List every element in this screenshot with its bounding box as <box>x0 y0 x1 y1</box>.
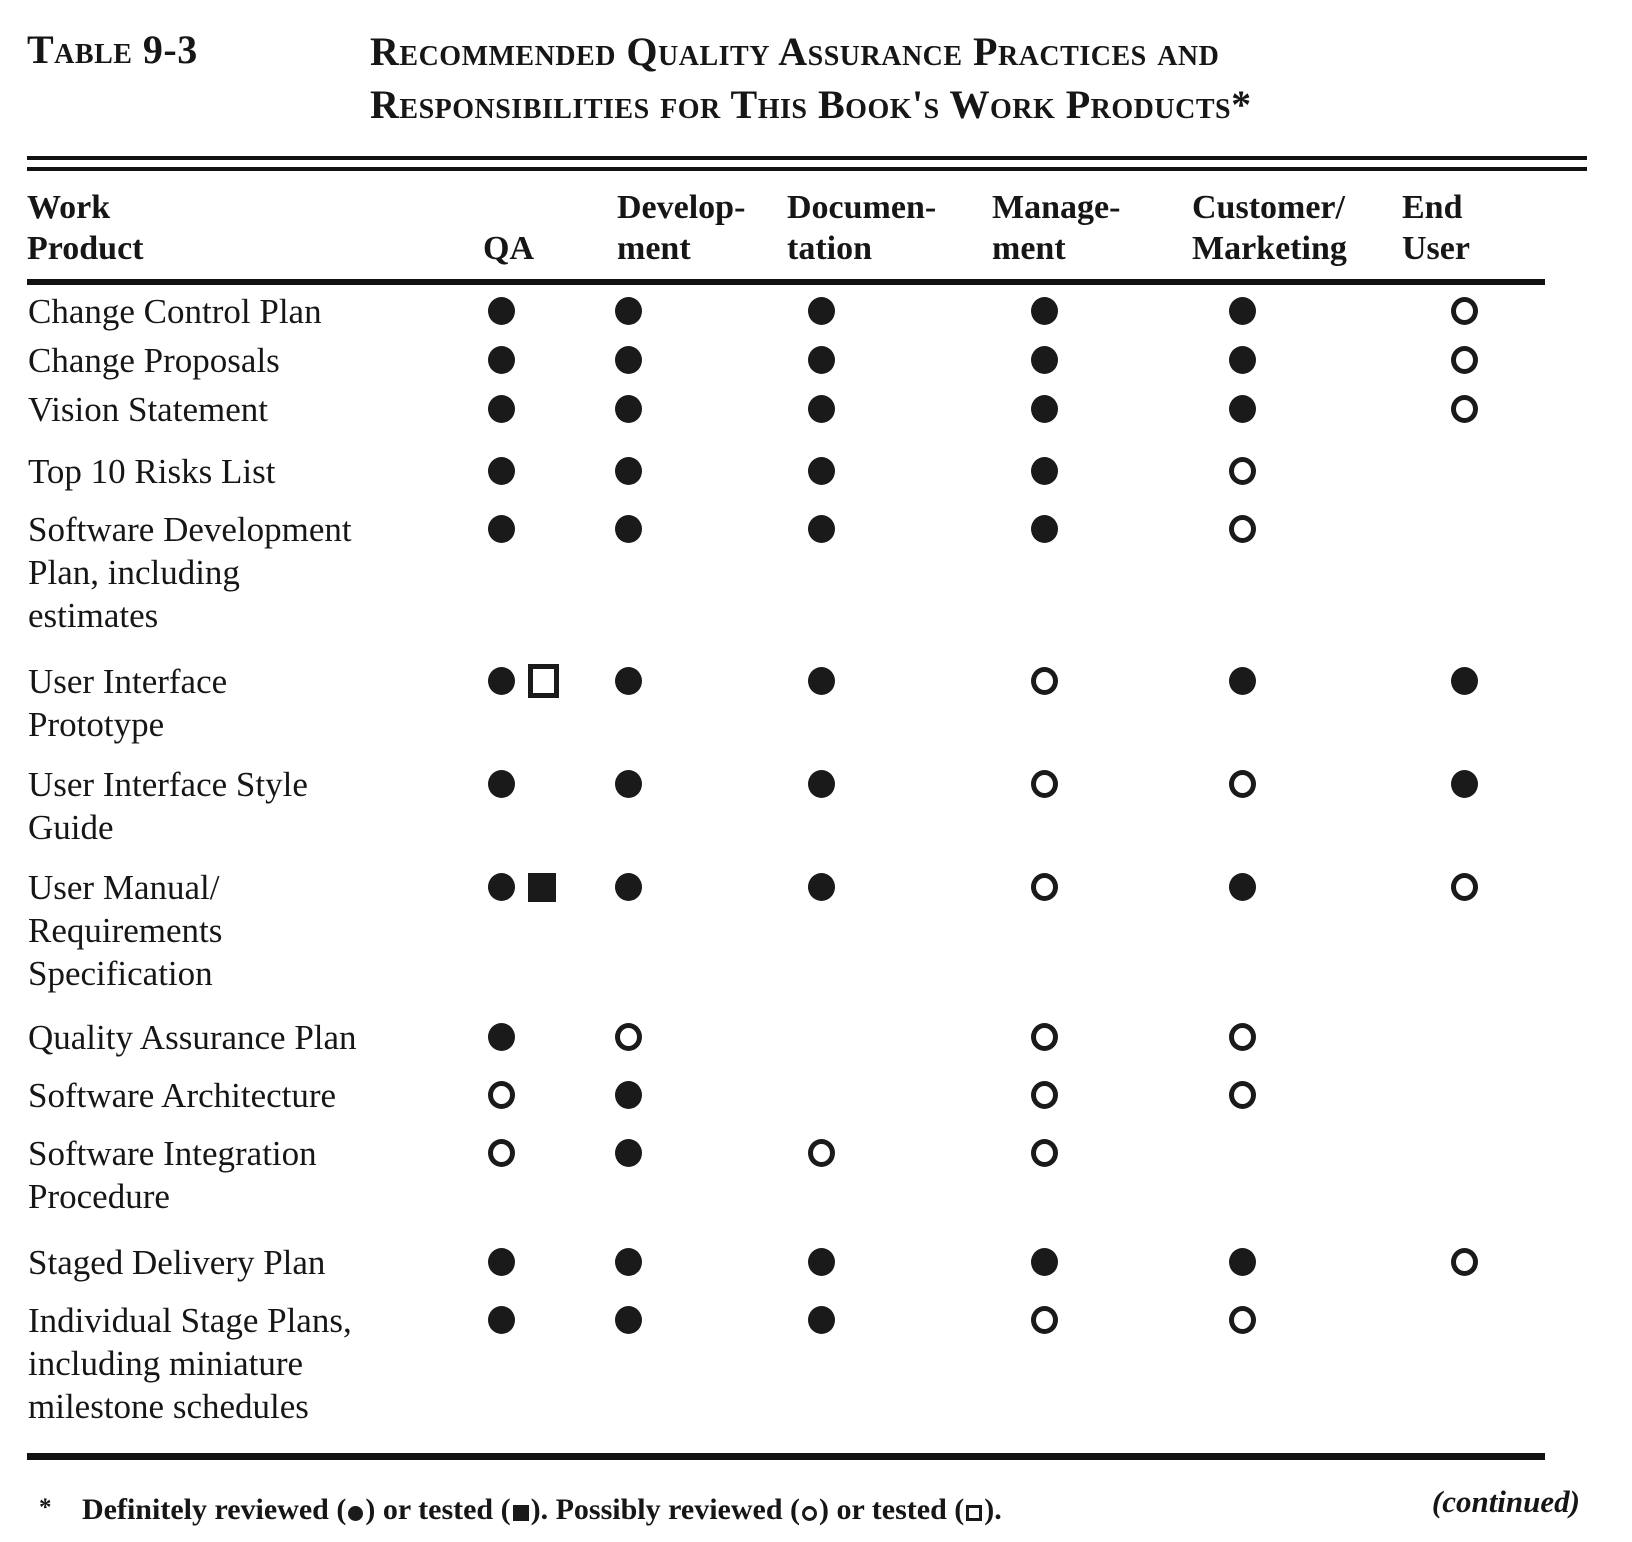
filled-circle-marker-icon <box>488 667 515 695</box>
cell-management <box>992 1060 1192 1118</box>
filled-circle-marker-icon <box>1031 297 1058 325</box>
open-circle-marker-icon <box>1031 1139 1058 1167</box>
open-circle-marker-icon <box>1229 1081 1256 1109</box>
column-header-work-product: Work Product <box>27 188 144 267</box>
cell-development <box>602 996 787 1060</box>
table-row <box>27 1118 1545 1219</box>
cell-qa <box>457 638 602 747</box>
cell-qa <box>457 494 602 638</box>
continued-note: (continued) <box>1431 1484 1580 1519</box>
cell-documentation <box>787 1118 992 1219</box>
cell-development <box>602 1285 787 1429</box>
cell-qa <box>457 1219 602 1285</box>
cell-documentation <box>787 1285 992 1429</box>
cell-management <box>992 494 1192 638</box>
cell-documentation <box>787 850 992 996</box>
filled-circle-marker-icon <box>488 1306 515 1334</box>
table-row <box>27 334 1545 383</box>
cell-end-user <box>1402 638 1545 747</box>
filled-circle-marker-icon <box>808 457 835 485</box>
work-product-label: Staged Delivery Plan <box>28 1242 326 1282</box>
open-circle-marker-icon <box>808 1139 835 1167</box>
filled-circle-marker-icon <box>615 1306 642 1334</box>
filled-circle-marker-icon <box>1031 457 1058 485</box>
work-product-label: Quality Assurance Plan <box>28 1017 357 1057</box>
filled-circle-marker-icon <box>615 395 642 423</box>
table-bottom-rule <box>27 1453 1545 1460</box>
filled-circle-marker-icon <box>615 1248 642 1276</box>
open-circle-marker-icon <box>1451 873 1478 901</box>
cell-customer-marketing <box>1192 432 1402 494</box>
cell-documentation <box>787 432 992 494</box>
column-header-documentation: Documen- tation <box>787 188 937 267</box>
cell-end-user <box>1402 1285 1545 1429</box>
cell-development <box>602 494 787 638</box>
filled-circle-marker-icon <box>615 770 642 798</box>
filled-circle-marker-icon <box>1229 297 1256 325</box>
work-product-label: Change Proposals <box>28 340 280 380</box>
open-square-marker-icon <box>528 664 559 698</box>
column-header-end-user: End User <box>1402 188 1470 267</box>
work-product-label: Software Architecture <box>28 1075 337 1115</box>
open-circle-legend-icon <box>802 1506 817 1521</box>
cell-management <box>992 1285 1192 1429</box>
table-top-rule <box>27 156 1587 171</box>
filled-circle-marker-icon <box>1229 1248 1256 1276</box>
table-row <box>27 1285 1545 1429</box>
open-circle-marker-icon <box>1031 770 1058 798</box>
table-row <box>27 494 1545 638</box>
column-header-development: Develop- ment <box>617 188 746 267</box>
qa-practices-table <box>27 171 1545 1429</box>
cell-qa <box>457 1060 602 1118</box>
table-title-line1: Recommended Quality Assurance Practices and <box>370 29 1220 74</box>
cell-qa <box>457 747 602 850</box>
cell-development <box>602 282 787 334</box>
cell-customer-marketing <box>1192 996 1402 1060</box>
column-header-customer-marketing: Customer/ Marketing <box>1192 188 1347 267</box>
filled-circle-marker-icon <box>488 395 515 423</box>
open-circle-marker-icon <box>488 1139 515 1167</box>
cell-end-user <box>1402 494 1545 638</box>
cell-end-user <box>1402 432 1545 494</box>
open-circle-marker-icon <box>1229 515 1256 543</box>
cell-end-user <box>1402 747 1545 850</box>
cell-documentation <box>787 334 992 383</box>
table-row <box>27 747 1545 850</box>
filled-square-marker-icon <box>528 873 556 902</box>
filled-circle-marker-icon <box>1229 873 1256 901</box>
cell-management <box>992 1219 1192 1285</box>
filled-circle-marker-icon <box>808 1306 835 1334</box>
cell-documentation <box>787 383 992 432</box>
work-product-label: Change Control Plan <box>28 291 322 331</box>
cell-development <box>602 850 787 996</box>
footnote <box>27 1490 1587 1530</box>
open-circle-marker-icon <box>1031 873 1058 901</box>
filled-circle-marker-icon <box>808 1248 835 1276</box>
cell-end-user <box>1402 1060 1545 1118</box>
cell-management <box>992 432 1192 494</box>
filled-circle-marker-icon <box>1229 346 1256 374</box>
column-header-management: Manage- ment <box>992 188 1121 267</box>
cell-end-user <box>1402 334 1545 383</box>
work-product-label: Vision Statement <box>28 389 268 429</box>
filled-circle-marker-icon <box>1031 515 1058 543</box>
table-row <box>27 1060 1545 1118</box>
open-square-legend-icon <box>966 1505 982 1521</box>
cell-customer-marketing <box>1192 494 1402 638</box>
filled-square-legend-icon <box>513 1505 529 1521</box>
cell-documentation <box>787 1219 992 1285</box>
filled-circle-marker-icon <box>615 1139 642 1167</box>
work-product-label: Software Development Plan, including estimates <box>28 509 352 635</box>
cell-end-user <box>1402 282 1545 334</box>
open-circle-marker-icon <box>1229 770 1256 798</box>
filled-circle-legend-icon <box>348 1506 363 1521</box>
filled-circle-marker-icon <box>488 515 515 543</box>
filled-circle-marker-icon <box>808 667 835 695</box>
open-circle-marker-icon <box>1031 1023 1058 1051</box>
cell-management <box>992 282 1192 334</box>
cell-development <box>602 1219 787 1285</box>
filled-circle-marker-icon <box>488 346 515 374</box>
cell-development <box>602 747 787 850</box>
table-row <box>27 996 1545 1060</box>
filled-circle-marker-icon <box>615 1081 642 1109</box>
filled-circle-marker-icon <box>488 873 515 901</box>
cell-qa <box>457 996 602 1060</box>
open-circle-marker-icon <box>1031 1306 1058 1334</box>
cell-management <box>992 383 1192 432</box>
filled-circle-marker-icon <box>808 873 835 901</box>
cell-development <box>602 432 787 494</box>
cell-qa <box>457 1118 602 1219</box>
cell-documentation <box>787 996 992 1060</box>
cell-end-user <box>1402 850 1545 996</box>
cell-customer-marketing <box>1192 334 1402 383</box>
filled-circle-marker-icon <box>615 873 642 901</box>
filled-circle-marker-icon <box>1031 346 1058 374</box>
filled-circle-marker-icon <box>808 395 835 423</box>
filled-circle-marker-icon <box>488 770 515 798</box>
table-label: Table 9-3 <box>27 27 198 72</box>
filled-circle-marker-icon <box>808 346 835 374</box>
cell-qa <box>457 1285 602 1429</box>
table-title-line2: Responsibilities for This Book's Work Products* <box>370 81 1252 127</box>
filled-circle-marker-icon <box>488 1248 515 1276</box>
open-circle-marker-icon <box>1229 1023 1256 1051</box>
cell-management <box>992 334 1192 383</box>
filled-circle-marker-icon <box>1451 770 1478 798</box>
cell-documentation <box>787 747 992 850</box>
cell-customer-marketing <box>1192 638 1402 747</box>
footnote-text: Definitely reviewed ( ) or tested ( ). Possibly reviewed ( ) or tested ( ). <box>82 1492 1002 1526</box>
open-circle-marker-icon <box>1451 395 1478 423</box>
column-header-qa: QA <box>483 229 534 267</box>
open-circle-marker-icon <box>1229 1306 1256 1334</box>
cell-development <box>602 383 787 432</box>
work-product-label: User Interface Style Guide <box>28 764 308 847</box>
open-circle-marker-icon <box>1031 667 1058 695</box>
cell-management <box>992 747 1192 850</box>
cell-customer-marketing <box>1192 1118 1402 1219</box>
cell-end-user <box>1402 383 1545 432</box>
work-product-label: User Manual/ Requirements Specification <box>28 867 223 993</box>
open-circle-marker-icon <box>488 1081 515 1109</box>
filled-circle-marker-icon <box>488 297 515 325</box>
work-product-label: Individual Stage Plans, including miniature milestone schedules <box>28 1300 352 1426</box>
cell-qa <box>457 282 602 334</box>
cell-documentation <box>787 282 992 334</box>
table-header-row <box>27 171 1545 282</box>
filled-circle-marker-icon <box>808 515 835 543</box>
filled-circle-marker-icon <box>1031 1248 1058 1276</box>
filled-circle-marker-icon <box>615 297 642 325</box>
filled-circle-marker-icon <box>615 346 642 374</box>
table-row <box>27 638 1545 747</box>
filled-circle-marker-icon <box>488 457 515 485</box>
filled-circle-marker-icon <box>808 770 835 798</box>
cell-customer-marketing <box>1192 282 1402 334</box>
footnote-asterisk: * <box>39 1493 52 1521</box>
cell-development <box>602 1060 787 1118</box>
cell-qa <box>457 850 602 996</box>
filled-circle-marker-icon <box>615 457 642 485</box>
open-circle-marker-icon <box>1451 297 1478 325</box>
filled-circle-marker-icon <box>615 515 642 543</box>
cell-documentation <box>787 638 992 747</box>
filled-circle-marker-icon <box>488 1023 515 1051</box>
open-circle-marker-icon <box>1229 457 1256 485</box>
cell-management <box>992 1118 1192 1219</box>
cell-qa <box>457 432 602 494</box>
work-product-label: Top 10 Risks List <box>28 451 276 491</box>
cell-end-user <box>1402 1118 1545 1219</box>
work-product-label: Software Integration Procedure <box>28 1133 317 1216</box>
open-circle-marker-icon <box>1451 346 1478 374</box>
filled-circle-marker-icon <box>1229 667 1256 695</box>
filled-circle-marker-icon <box>808 297 835 325</box>
cell-development <box>602 638 787 747</box>
table-row <box>27 1219 1545 1285</box>
cell-customer-marketing <box>1192 850 1402 996</box>
cell-management <box>992 996 1192 1060</box>
cell-qa <box>457 383 602 432</box>
cell-documentation <box>787 1060 992 1118</box>
filled-circle-marker-icon <box>1031 395 1058 423</box>
open-circle-marker-icon <box>1031 1081 1058 1109</box>
table-row <box>27 850 1545 996</box>
cell-qa <box>457 334 602 383</box>
table-title <box>370 26 1252 132</box>
open-circle-marker-icon <box>1451 1248 1478 1276</box>
table-row <box>27 282 1545 334</box>
table-caption <box>27 26 1587 132</box>
cell-development <box>602 1118 787 1219</box>
table-row <box>27 383 1545 432</box>
cell-end-user <box>1402 996 1545 1060</box>
filled-circle-marker-icon <box>1451 667 1478 695</box>
cell-end-user <box>1402 1219 1545 1285</box>
cell-management <box>992 850 1192 996</box>
cell-management <box>992 638 1192 747</box>
cell-development <box>602 334 787 383</box>
cell-customer-marketing <box>1192 383 1402 432</box>
cell-customer-marketing <box>1192 1285 1402 1429</box>
cell-customer-marketing <box>1192 747 1402 850</box>
work-product-label: User Interface Prototype <box>28 661 228 744</box>
table-row <box>27 432 1545 494</box>
cell-documentation <box>787 494 992 638</box>
open-circle-marker-icon <box>615 1023 642 1051</box>
filled-circle-marker-icon <box>615 667 642 695</box>
cell-customer-marketing <box>1192 1060 1402 1118</box>
cell-customer-marketing <box>1192 1219 1402 1285</box>
filled-circle-marker-icon <box>1229 395 1256 423</box>
